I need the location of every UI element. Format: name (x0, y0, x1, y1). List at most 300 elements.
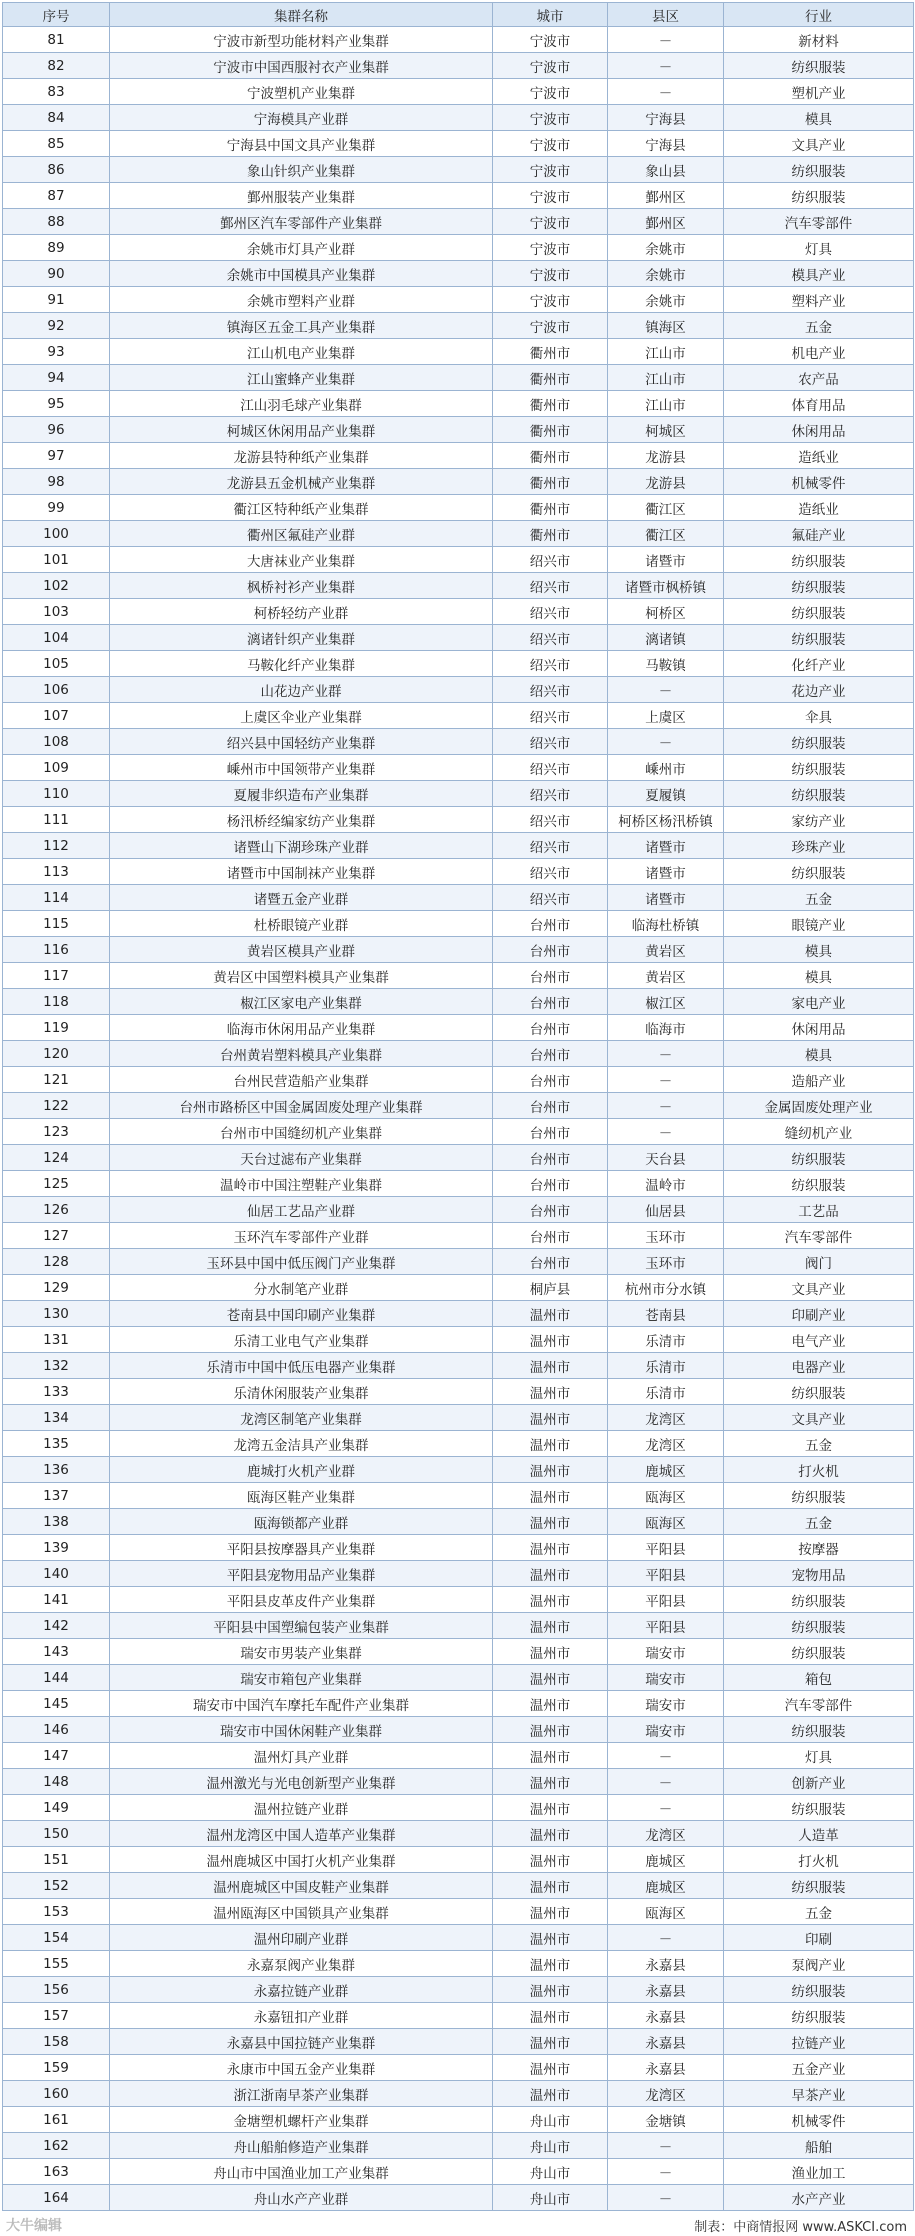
cell-industry: 纺织服装 (724, 1613, 914, 1639)
cell-city: 衢州市 (493, 443, 608, 469)
cell-industry: 工艺品 (724, 1197, 914, 1223)
cell-index: 94 (3, 365, 110, 391)
table-row (3, 1223, 914, 1249)
cell-city: 舟山市 (493, 2185, 608, 2211)
table-row (3, 469, 914, 495)
cell-index: 161 (3, 2107, 110, 2133)
cell-cluster-name: 马鞍化纤产业集群 (110, 651, 493, 677)
cell-index: 120 (3, 1041, 110, 1067)
cell-city: 台州市 (493, 1067, 608, 1093)
cell-index: 154 (3, 1925, 110, 1951)
cell-city: 宁波市 (493, 209, 608, 235)
cell-city: 温州市 (493, 2003, 608, 2029)
cell-district: 江山市 (608, 365, 724, 391)
cell-index: 140 (3, 1561, 110, 1587)
table-row (3, 625, 914, 651)
cell-index: 148 (3, 1769, 110, 1795)
table-row (3, 1067, 914, 1093)
cell-index: 91 (3, 287, 110, 313)
cell-industry: 打火机 (724, 1457, 914, 1483)
cell-cluster-name: 宁波市中国西服衬衣产业集群 (110, 53, 493, 79)
table-row (3, 495, 914, 521)
cell-district: 玉环市 (608, 1223, 724, 1249)
cell-index: 98 (3, 469, 110, 495)
cell-industry: 纺织服装 (724, 1795, 914, 1821)
cell-city: 温州市 (493, 1509, 608, 1535)
table-row (3, 131, 914, 157)
cell-cluster-name: 象山针织产业集群 (110, 157, 493, 183)
cell-index: 81 (3, 27, 110, 53)
cell-district: 江山市 (608, 391, 724, 417)
cell-cluster-name: 鄞州服装产业集群 (110, 183, 493, 209)
cell-cluster-name: 温州瓯海区中国锁具产业集群 (110, 1899, 493, 1925)
table-row (3, 2081, 914, 2107)
table-row (3, 2003, 914, 2029)
table-row (3, 53, 914, 79)
cell-city: 台州市 (493, 1223, 608, 1249)
cell-cluster-name: 台州市路桥区中国金属固废处理产业集群 (110, 1093, 493, 1119)
table-row (3, 1249, 914, 1275)
table-row (3, 1665, 914, 1691)
cell-industry: 休闲用品 (724, 1015, 914, 1041)
cell-cluster-name: 天台过滤布产业集群 (110, 1145, 493, 1171)
cell-city: 台州市 (493, 1119, 608, 1145)
table-row (3, 157, 914, 183)
cell-cluster-name: 余姚市灯具产业群 (110, 235, 493, 261)
cell-district: 柯桥区杨汛桥镇 (608, 807, 724, 833)
table-row (3, 1639, 914, 1665)
cell-industry: 五金 (724, 885, 914, 911)
cell-index: 97 (3, 443, 110, 469)
cell-index: 151 (3, 1847, 110, 1873)
cell-city: 台州市 (493, 1249, 608, 1275)
table-row (3, 209, 914, 235)
cell-district: 鄞州区 (608, 183, 724, 209)
cell-cluster-name: 宁波塑机产业集群 (110, 79, 493, 105)
table-row (3, 911, 914, 937)
table-row (3, 547, 914, 573)
cell-city: 台州市 (493, 1145, 608, 1171)
cell-city: 宁波市 (493, 131, 608, 157)
cell-industry: 汽车零部件 (724, 1223, 914, 1249)
cell-index: 105 (3, 651, 110, 677)
cell-index: 146 (3, 1717, 110, 1743)
table-row (3, 703, 914, 729)
cell-district: － (608, 677, 724, 703)
cell-district: 衢江区 (608, 521, 724, 547)
cell-industry: 家电产业 (724, 989, 914, 1015)
cell-index: 85 (3, 131, 110, 157)
table-row (3, 1717, 914, 1743)
cell-city: 绍兴市 (493, 885, 608, 911)
cell-district: 衢江区 (608, 495, 724, 521)
cell-industry: 氟硅产业 (724, 521, 914, 547)
cell-index: 101 (3, 547, 110, 573)
header-row (3, 3, 914, 27)
table-row (3, 2055, 914, 2081)
cell-cluster-name: 黄岩区中国塑料模具产业集群 (110, 963, 493, 989)
cell-cluster-name: 永嘉钮扣产业群 (110, 2003, 493, 2029)
cell-district: 平阳县 (608, 1535, 724, 1561)
cell-index: 147 (3, 1743, 110, 1769)
cell-index: 113 (3, 859, 110, 885)
cell-industry: 塑料产业 (724, 287, 914, 313)
table-row (3, 1535, 914, 1561)
cell-district: 永嘉县 (608, 1951, 724, 1977)
cell-industry: 印刷产业 (724, 1301, 914, 1327)
cell-district: 临海杜桥镇 (608, 911, 724, 937)
cell-cluster-name: 诸暨山下湖珍珠产业群 (110, 833, 493, 859)
cell-district: 余姚市 (608, 235, 724, 261)
industry-cluster-table (2, 2, 914, 2211)
table-row (3, 1353, 914, 1379)
table-row (3, 1873, 914, 1899)
cell-district: 诸暨市 (608, 859, 724, 885)
table-row (3, 521, 914, 547)
cell-cluster-name: 瓯海区鞋产业集群 (110, 1483, 493, 1509)
cell-index: 100 (3, 521, 110, 547)
table-row (3, 27, 914, 53)
cell-district: － (608, 2185, 724, 2211)
cell-city: 台州市 (493, 1093, 608, 1119)
cell-cluster-name: 杜桥眼镜产业群 (110, 911, 493, 937)
cell-city: 绍兴市 (493, 651, 608, 677)
table-row (3, 989, 914, 1015)
cell-district: 玉环市 (608, 1249, 724, 1275)
cell-index: 131 (3, 1327, 110, 1353)
cell-cluster-name: 鹿城打火机产业群 (110, 1457, 493, 1483)
header-district: 县区 (608, 3, 724, 27)
cell-index: 89 (3, 235, 110, 261)
cell-industry: 宠物用品 (724, 1561, 914, 1587)
cell-city: 温州市 (493, 1405, 608, 1431)
cell-industry: 文具产业 (724, 131, 914, 157)
cell-cluster-name: 宁海模具产业群 (110, 105, 493, 131)
cell-cluster-name: 苍南县中国印刷产业集群 (110, 1301, 493, 1327)
table-row (3, 287, 914, 313)
cell-industry: 纺织服装 (724, 1717, 914, 1743)
cell-industry: 纺织服装 (724, 625, 914, 651)
cell-index: 133 (3, 1379, 110, 1405)
cell-industry: 农产品 (724, 365, 914, 391)
table-row (3, 2107, 914, 2133)
cell-industry: 纺织服装 (724, 1483, 914, 1509)
table-row (3, 313, 914, 339)
cell-cluster-name: 台州市中国缝纫机产业集群 (110, 1119, 493, 1145)
cell-district: 永嘉县 (608, 2029, 724, 2055)
cell-city: 温州市 (493, 1327, 608, 1353)
table-row (3, 755, 914, 781)
cell-industry: 模具 (724, 963, 914, 989)
cell-industry: 机电产业 (724, 339, 914, 365)
cell-city: 衢州市 (493, 469, 608, 495)
table-row (3, 1483, 914, 1509)
cell-city: 宁波市 (493, 105, 608, 131)
cell-cluster-name: 平阳县按摩器具产业集群 (110, 1535, 493, 1561)
cell-cluster-name: 温州鹿城区中国打火机产业集群 (110, 1847, 493, 1873)
cell-index: 157 (3, 2003, 110, 2029)
cell-index: 144 (3, 1665, 110, 1691)
cell-district: 椒江区 (608, 989, 724, 1015)
cell-city: 温州市 (493, 1613, 608, 1639)
table-row (3, 807, 914, 833)
cell-index: 83 (3, 79, 110, 105)
cell-district: 夏履镇 (608, 781, 724, 807)
cell-district: － (608, 2133, 724, 2159)
cell-city: 绍兴市 (493, 859, 608, 885)
cell-index: 107 (3, 703, 110, 729)
cell-index: 118 (3, 989, 110, 1015)
cell-district: 永嘉县 (608, 2003, 724, 2029)
table-row (3, 1509, 914, 1535)
cell-city: 温州市 (493, 1457, 608, 1483)
cell-district: 余姚市 (608, 287, 724, 313)
cell-industry: 印刷 (724, 1925, 914, 1951)
cell-cluster-name: 玉环县中国中低压阀门产业集群 (110, 1249, 493, 1275)
cell-district: 上虞区 (608, 703, 724, 729)
cell-city: 温州市 (493, 1821, 608, 1847)
cell-cluster-name: 龙游县五金机械产业集群 (110, 469, 493, 495)
cell-index: 119 (3, 1015, 110, 1041)
cell-cluster-name: 衢州区氟硅产业群 (110, 521, 493, 547)
table-row (3, 937, 914, 963)
cell-index: 123 (3, 1119, 110, 1145)
table-row (3, 1769, 914, 1795)
cell-industry: 人造革 (724, 1821, 914, 1847)
cell-district: 瑞安市 (608, 1691, 724, 1717)
table-row (3, 1093, 914, 1119)
cell-district: 龙湾区 (608, 2081, 724, 2107)
cell-index: 102 (3, 573, 110, 599)
cell-city: 台州市 (493, 963, 608, 989)
cell-district: 临海市 (608, 1015, 724, 1041)
table-row (3, 1795, 914, 1821)
cell-industry: 纺织服装 (724, 1145, 914, 1171)
cell-industry: 家纺产业 (724, 807, 914, 833)
table-row (3, 1301, 914, 1327)
cell-city: 宁波市 (493, 27, 608, 53)
cell-cluster-name: 柯桥轻纺产业群 (110, 599, 493, 625)
cell-city: 绍兴市 (493, 573, 608, 599)
cell-city: 温州市 (493, 1691, 608, 1717)
cell-industry: 五金 (724, 1899, 914, 1925)
cell-district: 鹿城区 (608, 1847, 724, 1873)
cell-district: 金塘镇 (608, 2107, 724, 2133)
cell-industry: 休闲用品 (724, 417, 914, 443)
table-row (3, 235, 914, 261)
cell-city: 绍兴市 (493, 833, 608, 859)
table-row (3, 1171, 914, 1197)
table-row (3, 2159, 914, 2185)
cell-cluster-name: 台州民营造船产业集群 (110, 1067, 493, 1093)
cell-cluster-name: 永嘉县中国拉链产业集群 (110, 2029, 493, 2055)
cell-cluster-name: 江山羽毛球产业集群 (110, 391, 493, 417)
cell-cluster-name: 瑞安市中国汽车摩托车配件产业集群 (110, 1691, 493, 1717)
cell-industry: 模具 (724, 105, 914, 131)
table-row (3, 729, 914, 755)
cell-index: 134 (3, 1405, 110, 1431)
cell-cluster-name: 温州拉链产业群 (110, 1795, 493, 1821)
header-cluster-name: 集群名称 (110, 3, 493, 27)
cell-city: 衢州市 (493, 365, 608, 391)
cell-city: 台州市 (493, 1197, 608, 1223)
cell-industry: 模具 (724, 937, 914, 963)
cell-cluster-name: 舟山船舶修造产业集群 (110, 2133, 493, 2159)
table-row (3, 417, 914, 443)
table-row (3, 1613, 914, 1639)
header-index: 序号 (3, 3, 110, 27)
cell-city: 温州市 (493, 1379, 608, 1405)
table-row (3, 261, 914, 287)
cell-industry: 纺织服装 (724, 781, 914, 807)
cell-district: 鹿城区 (608, 1457, 724, 1483)
cell-district: － (608, 1795, 724, 1821)
cell-city: 温州市 (493, 1795, 608, 1821)
cell-district: 江山市 (608, 339, 724, 365)
cell-industry: 纺织服装 (724, 755, 914, 781)
cell-district: 杭州市分水镇 (608, 1275, 724, 1301)
cell-industry: 五金 (724, 313, 914, 339)
cell-industry: 灯具 (724, 235, 914, 261)
cell-index: 138 (3, 1509, 110, 1535)
cell-district: 宁海县 (608, 105, 724, 131)
cell-cluster-name: 瑞安市中国休闲鞋产业集群 (110, 1717, 493, 1743)
cell-cluster-name: 分水制笔产业群 (110, 1275, 493, 1301)
table-row (3, 1431, 914, 1457)
cell-industry: 阀门 (724, 1249, 914, 1275)
cell-index: 155 (3, 1951, 110, 1977)
cell-district: － (608, 1769, 724, 1795)
cell-industry: 模具产业 (724, 261, 914, 287)
table-row (3, 79, 914, 105)
cell-city: 舟山市 (493, 2159, 608, 2185)
cell-district: 象山县 (608, 157, 724, 183)
cell-city: 温州市 (493, 2029, 608, 2055)
table-row (3, 365, 914, 391)
table-row (3, 599, 914, 625)
cell-index: 95 (3, 391, 110, 417)
cell-industry: 纺织服装 (724, 1977, 914, 2003)
cell-district: 永嘉县 (608, 1977, 724, 2003)
cell-industry: 花边产业 (724, 677, 914, 703)
cell-cluster-name: 永康市中国五金产业集群 (110, 2055, 493, 2081)
cell-index: 153 (3, 1899, 110, 1925)
cell-district: 余姚市 (608, 261, 724, 287)
cell-cluster-name: 温州印刷产业群 (110, 1925, 493, 1951)
cell-industry: 电气产业 (724, 1327, 914, 1353)
cell-index: 122 (3, 1093, 110, 1119)
cell-district: － (608, 1041, 724, 1067)
cell-district: 瓯海区 (608, 1483, 724, 1509)
cell-district: 平阳县 (608, 1587, 724, 1613)
cell-city: 台州市 (493, 911, 608, 937)
cell-industry: 文具产业 (724, 1405, 914, 1431)
cell-industry: 纺织服装 (724, 729, 914, 755)
cell-district: － (608, 1743, 724, 1769)
table-row (3, 1899, 914, 1925)
cell-cluster-name: 江山蜜蜂产业集群 (110, 365, 493, 391)
table-row (3, 2185, 914, 2211)
cell-city: 温州市 (493, 1561, 608, 1587)
cell-district: － (608, 729, 724, 755)
cell-district: 黄岩区 (608, 963, 724, 989)
table-row (3, 1405, 914, 1431)
table-row (3, 1275, 914, 1301)
cell-industry: 体育用品 (724, 391, 914, 417)
cell-city: 宁波市 (493, 261, 608, 287)
cell-city: 绍兴市 (493, 781, 608, 807)
cell-district: 苍南县 (608, 1301, 724, 1327)
cell-district: 平阳县 (608, 1561, 724, 1587)
cell-city: 温州市 (493, 1717, 608, 1743)
cell-index: 121 (3, 1067, 110, 1093)
cell-city: 温州市 (493, 1587, 608, 1613)
cell-industry: 早茶产业 (724, 2081, 914, 2107)
cell-cluster-name: 瑞安市箱包产业集群 (110, 1665, 493, 1691)
cell-industry: 按摩器 (724, 1535, 914, 1561)
cell-cluster-name: 枫桥衬衫产业集群 (110, 573, 493, 599)
cell-district: 瓯海区 (608, 1899, 724, 1925)
cell-city: 温州市 (493, 1301, 608, 1327)
cell-index: 164 (3, 2185, 110, 2211)
cell-cluster-name: 瑞安市男装产业集群 (110, 1639, 493, 1665)
cell-district: 龙湾区 (608, 1431, 724, 1457)
cell-cluster-name: 山花边产业群 (110, 677, 493, 703)
table-row (3, 1327, 914, 1353)
cell-city: 绍兴市 (493, 807, 608, 833)
cell-city: 衢州市 (493, 417, 608, 443)
cell-district: － (608, 79, 724, 105)
cell-city: 温州市 (493, 1925, 608, 1951)
cell-district: 宁海县 (608, 131, 724, 157)
cell-city: 宁波市 (493, 53, 608, 79)
cell-cluster-name: 绍兴县中国轻纺产业集群 (110, 729, 493, 755)
cell-district: － (608, 1067, 724, 1093)
cell-index: 109 (3, 755, 110, 781)
cell-index: 88 (3, 209, 110, 235)
cell-industry: 箱包 (724, 1665, 914, 1691)
table-row (3, 1457, 914, 1483)
cell-industry: 造纸业 (724, 443, 914, 469)
cell-industry: 新材料 (724, 27, 914, 53)
cell-city: 衢州市 (493, 495, 608, 521)
cell-index: 128 (3, 1249, 110, 1275)
cell-industry: 纺织服装 (724, 183, 914, 209)
cell-city: 温州市 (493, 1535, 608, 1561)
source-note: 制表：中商情报网 www.ASKCI.com (694, 2220, 907, 2235)
cell-industry: 纺织服装 (724, 1639, 914, 1665)
cell-city: 衢州市 (493, 391, 608, 417)
cell-industry: 纺织服装 (724, 573, 914, 599)
cell-city: 温州市 (493, 1431, 608, 1457)
table-row (3, 443, 914, 469)
cell-cluster-name: 大唐袜业产业集群 (110, 547, 493, 573)
cell-city: 温州市 (493, 1483, 608, 1509)
cell-index: 126 (3, 1197, 110, 1223)
cell-industry: 机械零件 (724, 469, 914, 495)
cell-index: 82 (3, 53, 110, 79)
table-row (3, 781, 914, 807)
cell-cluster-name: 乐清工业电气产业集群 (110, 1327, 493, 1353)
cell-industry: 造纸业 (724, 495, 914, 521)
cell-industry: 水产产业 (724, 2185, 914, 2211)
cell-cluster-name: 鄞州区汽车零部件产业集群 (110, 209, 493, 235)
table-row (3, 1561, 914, 1587)
cell-index: 84 (3, 105, 110, 131)
cell-industry: 纺织服装 (724, 157, 914, 183)
cell-index: 145 (3, 1691, 110, 1717)
table-row (3, 573, 914, 599)
